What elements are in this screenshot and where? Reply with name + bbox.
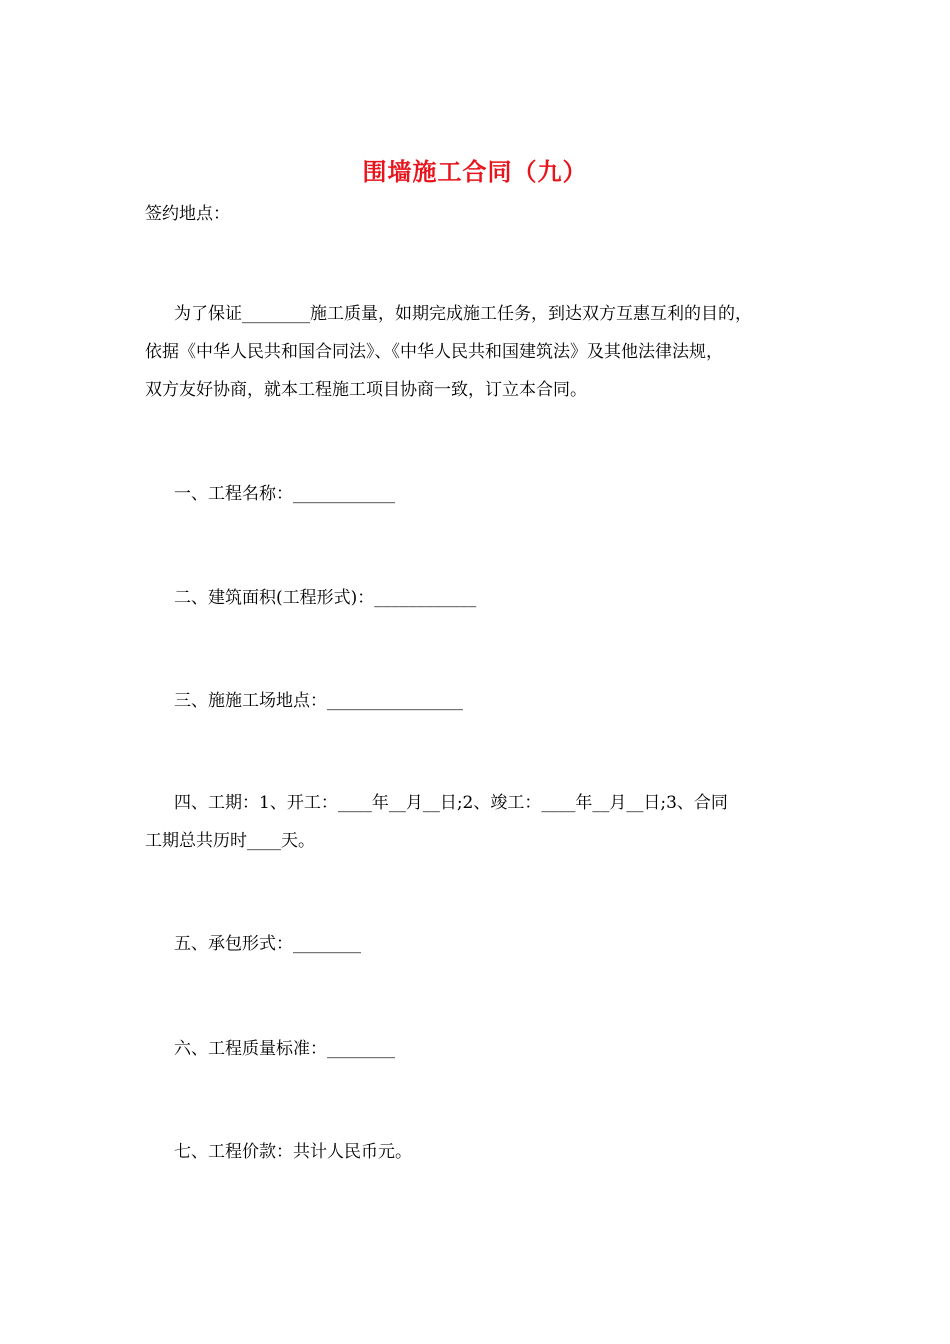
intro-paragraph xyxy=(145,295,835,409)
item-schedule-line-2: 工期总共历时____天。 xyxy=(145,831,315,851)
item-building-area: 二、建筑面积(工程形式)：____________ xyxy=(174,588,477,608)
item-quality-standard: 六、工程质量标准：________ xyxy=(174,1039,395,1059)
intro-line-3: 双方友好协商，就本工程施工项目协商一致，订立本合同。 xyxy=(145,380,587,400)
intro-line-2: 依据《中华人民共和国合同法》、《中华人民共和国建筑法》及其他法律法规， xyxy=(145,342,723,362)
document-title: 围墙施工合同（九） xyxy=(362,157,588,186)
item-project-name: 一、工程名称：____________ xyxy=(174,484,395,504)
item-site-location: 三、施施工场地点：________________ xyxy=(174,691,463,711)
item-project-price: 七、工程价款：共计人民币元。 xyxy=(174,1142,412,1162)
item-schedule xyxy=(145,784,835,860)
item-contract-form: 五、承包形式：________ xyxy=(174,934,361,954)
signing-place-label: 签约地点： xyxy=(145,204,230,224)
intro-line-1: 为了保证________施工质量，如期完成施工任务，到达双方互惠互利的目的， xyxy=(174,304,752,324)
item-schedule-line-1: 四、工期：1、开工：____年__月__日;2、竣工：____年__月__日;3、合同 xyxy=(174,793,728,813)
